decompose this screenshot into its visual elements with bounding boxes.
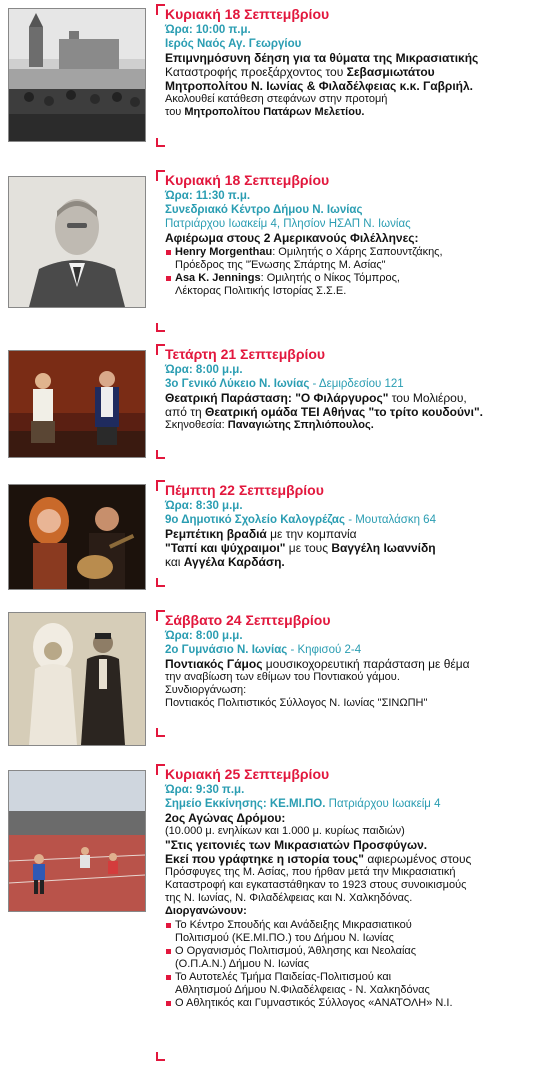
event-5-text (165, 612, 546, 710)
event-2 (0, 172, 550, 332)
event-3 (0, 346, 550, 466)
event-time: Ώρα: 8:00 μ.μ. (165, 364, 243, 376)
list-item (165, 971, 546, 997)
event-4-text (165, 482, 546, 569)
event-address: - Δεμιρδεσίου 121 (309, 378, 404, 390)
event-venue: Ιερός Ναός Αγ. Γεωργίου (165, 38, 302, 50)
organizers-label: Διοργανώνουν: (165, 905, 247, 917)
event-text: του (165, 106, 185, 118)
event-time: Ώρα: 10:00 π.μ. (165, 24, 251, 36)
event-text: Σκηνοθεσία: (165, 419, 228, 431)
bracket-top (156, 610, 165, 621)
list-item (165, 945, 546, 971)
event-text-bold: Μητροπολίτου Πατάρων Μελετίου. (184, 106, 365, 118)
event-text-bold: Εκεί που γράφτηκε η ιστορία τους" (165, 852, 364, 866)
speaker-honoree: Henry Morgenthau (175, 246, 273, 258)
event-6 (0, 766, 550, 1066)
musicians-photo-icon (8, 484, 146, 590)
event-text-bold: "Ταπί και ψύχραιμοι" (165, 541, 286, 555)
portrait-man-photo-icon (8, 176, 146, 308)
list-item (165, 997, 546, 1010)
organizer-text: Αθλητισμού Δήμου Ν.Φιλαδέλφειας - Ν. Χαλκηδόνας (175, 984, 430, 996)
event-address: - Μουταλάσκη 64 (345, 514, 436, 526)
event-venue: Συνεδριακό Κέντρο Δήμου Ν. Ιωνίας (165, 204, 363, 216)
event-text: μουσικοχορευτική παράσταση με θέμα (262, 657, 470, 671)
organizer-text: (Ο.Π.Α.Ν.) Δήμου Ν. Ιωνίας (175, 958, 310, 970)
organizer-text: Πολιτισμού (ΚΕ.ΜΙ.ΠΟ.) του Δήμου Ν. Ιωνίας (175, 932, 394, 944)
organizer-text: Το Αυτοτελές Τμήμα Παιδείας-Πολιτισμού και (175, 971, 392, 983)
speaker-text: Λέκτορας Πολιτικής Ιστορίας Σ.Σ.Ε. (175, 285, 347, 297)
event-lead: 2ος Αγώνας Δρόμου: (165, 811, 286, 825)
event-address: - Κηφισού 2-4 (287, 644, 362, 656)
list-item (165, 272, 546, 298)
event-1-text (165, 6, 546, 119)
organizer-text: Ο Αθλητικός και Γυμναστικός Σύλλογος «ΑΝΑΤΟΛΗ» Ν.Ι. (175, 997, 453, 1009)
event-4 (0, 482, 550, 590)
list-item (165, 919, 546, 945)
bracket-top (156, 4, 165, 15)
event-text-bold: Θεατρική ομάδα ΤΕΙ Αθήνας "το τρίτο κουδούνι". (204, 405, 483, 419)
list-item (165, 246, 546, 272)
event-address: Πατριάρχου Ιωακείμ 4, Πλησίον ΗΣΑΠ Ν. Ιωνίας (165, 218, 411, 230)
organizer-text: Ο Οργανισμός Πολιτισμού, Άθλησης και Νεολαίας (175, 945, 417, 957)
organizer-list (165, 919, 546, 1010)
bracket-bottom (156, 323, 165, 332)
event-date: Πέμπτη 22 Σεπτεμβρίου (165, 482, 324, 498)
event-text-bold: Παναγιώτης Σπηλιόπουλος. (227, 419, 374, 431)
event-venue: Σημείο Εκκίνησης: ΚΕ.ΜΙ.ΠΟ. (165, 798, 326, 810)
event-lead: Ποντιακός Γάμος (165, 657, 263, 671)
event-text-bold: "Στις γειτονιές των Μικρασιατών Προσφύγων. (165, 838, 428, 852)
event-text-bold: Σεβασμιωτάτου (346, 65, 435, 79)
event-date: Σάββατο 24 Σεπτεμβρίου (165, 612, 331, 628)
event-text: από τη (165, 405, 205, 419)
organizer-text: Το Κέντρο Σπουδής και Ανάδειξης Μικρασιατικού (175, 919, 412, 931)
pontic-couple-photo-icon (8, 612, 146, 746)
event-text: Καταστροφή και εγκαταστάθηκαν το 1923 στους συνοικισμούς (165, 879, 467, 891)
event-time: Ώρα: 8:30 μ.μ. (165, 500, 243, 512)
event-date: Κυριακή 18 Σεπτεμβρίου (165, 6, 330, 22)
bracket-top (156, 344, 165, 355)
runners-photo-icon (8, 770, 146, 912)
event-text: Ακολουθεί κατάθεση στεφάνων στην προτομή (165, 93, 388, 105)
event-lead: Θεατρική Παράσταση: "Ο Φιλάργυρος" (165, 391, 389, 405)
bracket-bottom (156, 728, 165, 737)
event-time: Ώρα: 9:30 π.μ. (165, 784, 245, 796)
bracket-top (156, 764, 165, 775)
event-date: Κυριακή 25 Σεπτεμβρίου (165, 766, 330, 782)
event-date: Τετάρτη 21 Σεπτεμβρίου (165, 346, 326, 362)
bracket-top (156, 170, 165, 181)
speaker-text: Πρόεδρος της "Ένωσης Σπάρτης Μ. Ασίας" (175, 259, 386, 271)
speaker-text: : Ομιλητής ο Νίκος Τόμπρος, (260, 272, 400, 284)
event-lead: Επιμνημόσυνη δέηση για τα θύματα της Μικρασιατικής (165, 51, 479, 65)
event-venue: 9ο Δημοτικό Σχολείο Καλογρέζας (165, 514, 345, 526)
event-3-text (165, 346, 546, 432)
theatre-stage-photo-icon (8, 350, 146, 458)
event-text: αφιερωμένος στους (363, 852, 472, 866)
event-address: Πατριάρχου Ιωακείμ 4 (325, 798, 441, 810)
harbor-crowd-photo-icon (8, 8, 146, 142)
bracket-bottom (156, 578, 165, 587)
event-text: της Ν. Ιωνίας, Ν. Φιλαδέλφειας και Ν. Χαλκηδόνας. (165, 892, 413, 904)
bracket-bottom (156, 1052, 165, 1061)
speaker-text: : Ομιλητής ο Χάρης Σαπουντζάκης, (272, 246, 443, 258)
event-text: Συνδιοργάνωση: (165, 684, 247, 696)
event-text: Καταστροφής προεξάρχοντος του (165, 65, 347, 79)
event-time: Ώρα: 8:00 μ.μ. (165, 630, 243, 642)
event-5 (0, 612, 550, 752)
event-lead: Ρεμπέτικη βραδιά (165, 527, 267, 541)
event-time: Ώρα: 11:30 π.μ. (165, 190, 251, 202)
bracket-top (156, 480, 165, 491)
event-venue: 2ο Γυμνάσιο Ν. Ιωνίας (165, 644, 288, 656)
event-date: Κυριακή 18 Σεπτεμβρίου (165, 172, 330, 188)
event-text: Πρόσφυγες της Μ. Ασίας, που ήρθαν μετά την Μικρασιατική (165, 866, 456, 878)
event-text: Ποντιακός Πολιτιστικός Σύλλογος Ν. Ιωνίας "ΣΙΝΩΠΗ" (165, 697, 428, 709)
event-2-text (165, 172, 546, 298)
event-text: του Μολιέρου, (388, 391, 467, 405)
event-text: με την κομπανία (266, 527, 357, 541)
event-venue: 3ο Γενικό Λύκειο Ν. Ιωνίας (165, 378, 310, 390)
event-text: (10.000 μ. ενηλίκων και 1.000 μ. κυρίως παιδιών) (165, 825, 405, 837)
speaker-list (165, 246, 546, 298)
event-1 (0, 6, 550, 146)
event-text: με τους (285, 541, 332, 555)
event-text-bold: Αγγέλα Καρδάση. (183, 555, 285, 569)
speaker-honoree: Asa K. Jennings (175, 272, 261, 284)
bracket-bottom (156, 138, 165, 147)
event-text: την αναβίωση των εθίμων του Ποντιακού γάμου. (165, 671, 400, 683)
event-lead: Αφιέρωμα στους 2 Αμερικανούς Φιλέλληνες: (165, 231, 419, 245)
event-text: και (165, 555, 184, 569)
bracket-bottom (156, 450, 165, 459)
event-text-bold: Βαγγέλη Ιωαννίδη (331, 541, 436, 555)
event-6-text (165, 766, 546, 1010)
event-text-bold: Μητροπολίτου Ν. Ιωνίας & Φιλαδέλφειας κ.κ. Γαβριήλ. (165, 79, 473, 93)
